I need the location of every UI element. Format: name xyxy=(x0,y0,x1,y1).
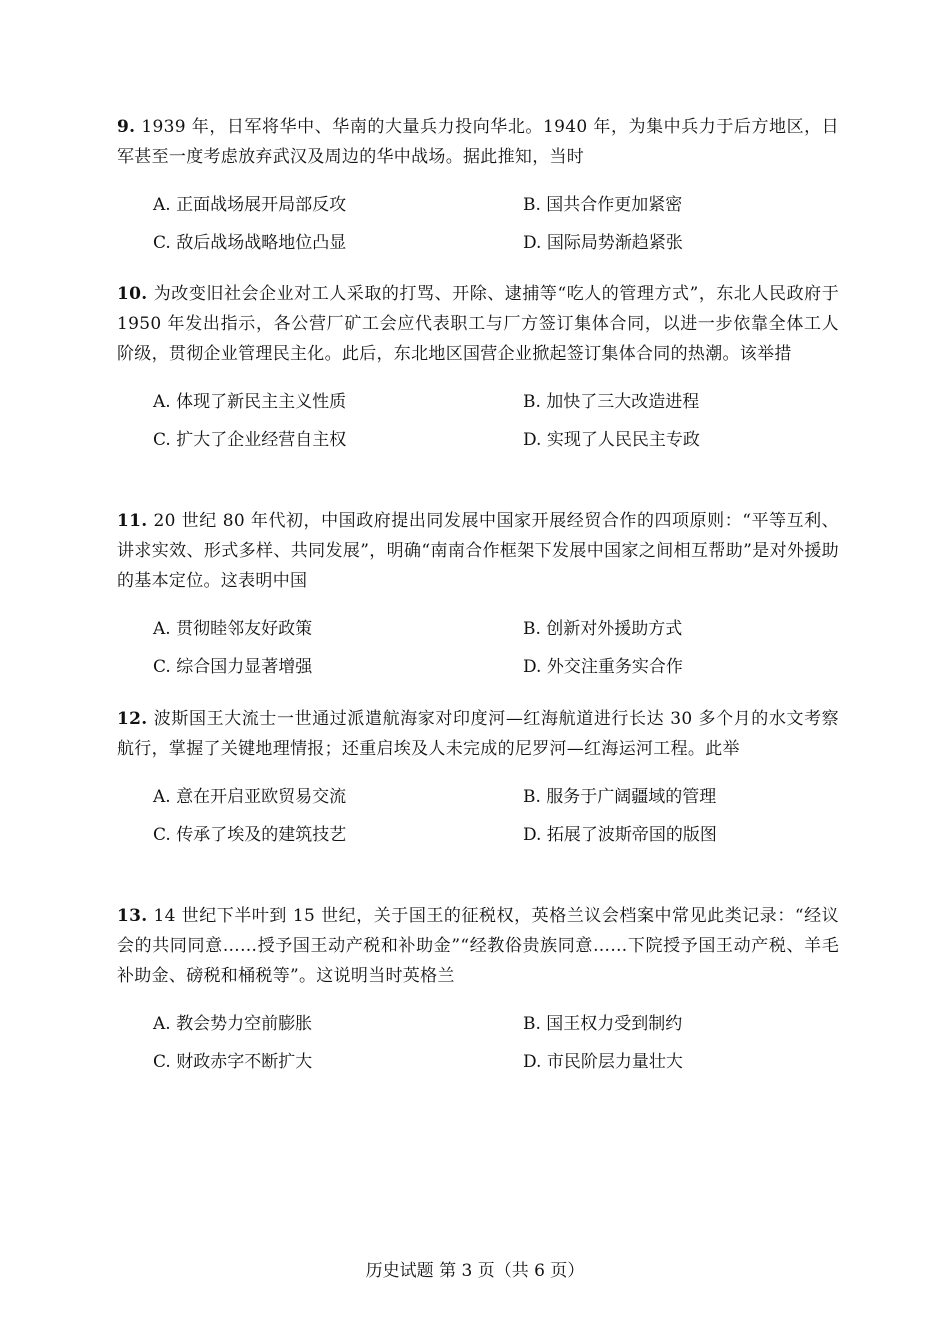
page-footer: 历史试题 第 3 页（共 6 页） xyxy=(365,1261,585,1281)
question-9 xyxy=(117,112,839,258)
question-stem xyxy=(117,901,839,991)
option-d: D. 拓展了波斯帝国的版图 xyxy=(523,825,717,845)
question-10 xyxy=(117,279,839,455)
option-c: C. 扩大了企业经营自主权 xyxy=(153,430,347,450)
question-text: 为改变旧社会企业对工人采取的打骂、开除、逮捕等“吃人的管理方式”，东北人民政府于 1950 年发出指示，各公营厂矿工会应代表职工与厂方签订集体合同，以进一步依靠全体工人阶级，贯彻企业管理民主化。此后，东北地区国营企业掀起签订集体合同的热潮。该举措 xyxy=(117,284,839,364)
question-text: 20 世纪 80 年代初，中国政府提出同发展中国家开展经贸合作的四项原则：“平等互利、讲求实效、形式多样、共同发展”，明确“南南合作框架下发展中国家之间相互帮助”是对外援助的基本定位。这表明中国 xyxy=(117,511,839,591)
question-stem xyxy=(117,506,839,596)
question-stem xyxy=(117,112,839,172)
question-stem xyxy=(117,279,839,369)
option-c: C. 综合国力显著增强 xyxy=(153,657,313,677)
question-number: 13. xyxy=(117,906,148,926)
question-number: 10. xyxy=(117,284,148,304)
options-list xyxy=(153,782,839,850)
option-c: C. 敌后战场战略地位凸显 xyxy=(153,233,347,253)
option-a: A. 意在开启亚欧贸易交流 xyxy=(153,787,347,807)
question-11 xyxy=(117,506,839,682)
question-number: 11. xyxy=(117,511,148,531)
option-a: A. 正面战场展开局部反攻 xyxy=(153,195,347,215)
option-a: A. 教会势力空前膨胀 xyxy=(153,1014,313,1034)
question-13 xyxy=(117,901,839,1077)
option-d: D. 市民阶层力量壮大 xyxy=(523,1052,683,1072)
option-a: A. 体现了新民主主义性质 xyxy=(153,392,347,412)
options-list xyxy=(153,190,839,258)
option-b: B. 国共合作更加紧密 xyxy=(523,195,683,215)
option-d: D. 国际局势渐趋紧张 xyxy=(523,233,683,253)
question-text: 14 世纪下半叶到 15 世纪，关于国王的征税权，英格兰议会档案中常见此类记录：“经议会的共同同意……授予国王动产税和补助金”“经教俗贵族同意……下院授予国王动产税、羊毛补助金、磅税和桶税等”。这说明当时英格兰 xyxy=(117,906,839,986)
option-b: B. 服务于广阔疆域的管理 xyxy=(523,787,717,807)
question-text: 波斯国王大流士一世通过派遣航海家对印度河—红海航道进行长达 30 多个月的水文考察航行，掌握了关键地理情报；还重启埃及人未完成的尼罗河—红海运河工程。此举 xyxy=(117,709,839,759)
option-b: B. 国王权力受到制约 xyxy=(523,1014,683,1034)
option-c: C. 传承了埃及的建筑技艺 xyxy=(153,825,347,845)
question-stem xyxy=(117,704,839,764)
question-number: 9. xyxy=(117,117,136,137)
options-list xyxy=(153,387,839,455)
options-list xyxy=(153,614,839,682)
question-12 xyxy=(117,704,839,850)
option-d: D. 外交注重务实合作 xyxy=(523,657,683,677)
options-list xyxy=(153,1009,839,1077)
option-d: D. 实现了人民民主专政 xyxy=(523,430,700,450)
option-a: A. 贯彻睦邻友好政策 xyxy=(153,619,313,639)
question-text: 1939 年，日军将华中、华南的大量兵力投向华北。1940 年，为集中兵力于后方地区，日军甚至一度考虑放弃武汉及周边的华中战场。据此推知，当时 xyxy=(117,117,839,167)
option-b: B. 创新对外援助方式 xyxy=(523,619,683,639)
option-b: B. 加快了三大改造进程 xyxy=(523,392,700,412)
question-number: 12. xyxy=(117,709,148,729)
option-c: C. 财政赤字不断扩大 xyxy=(153,1052,313,1072)
